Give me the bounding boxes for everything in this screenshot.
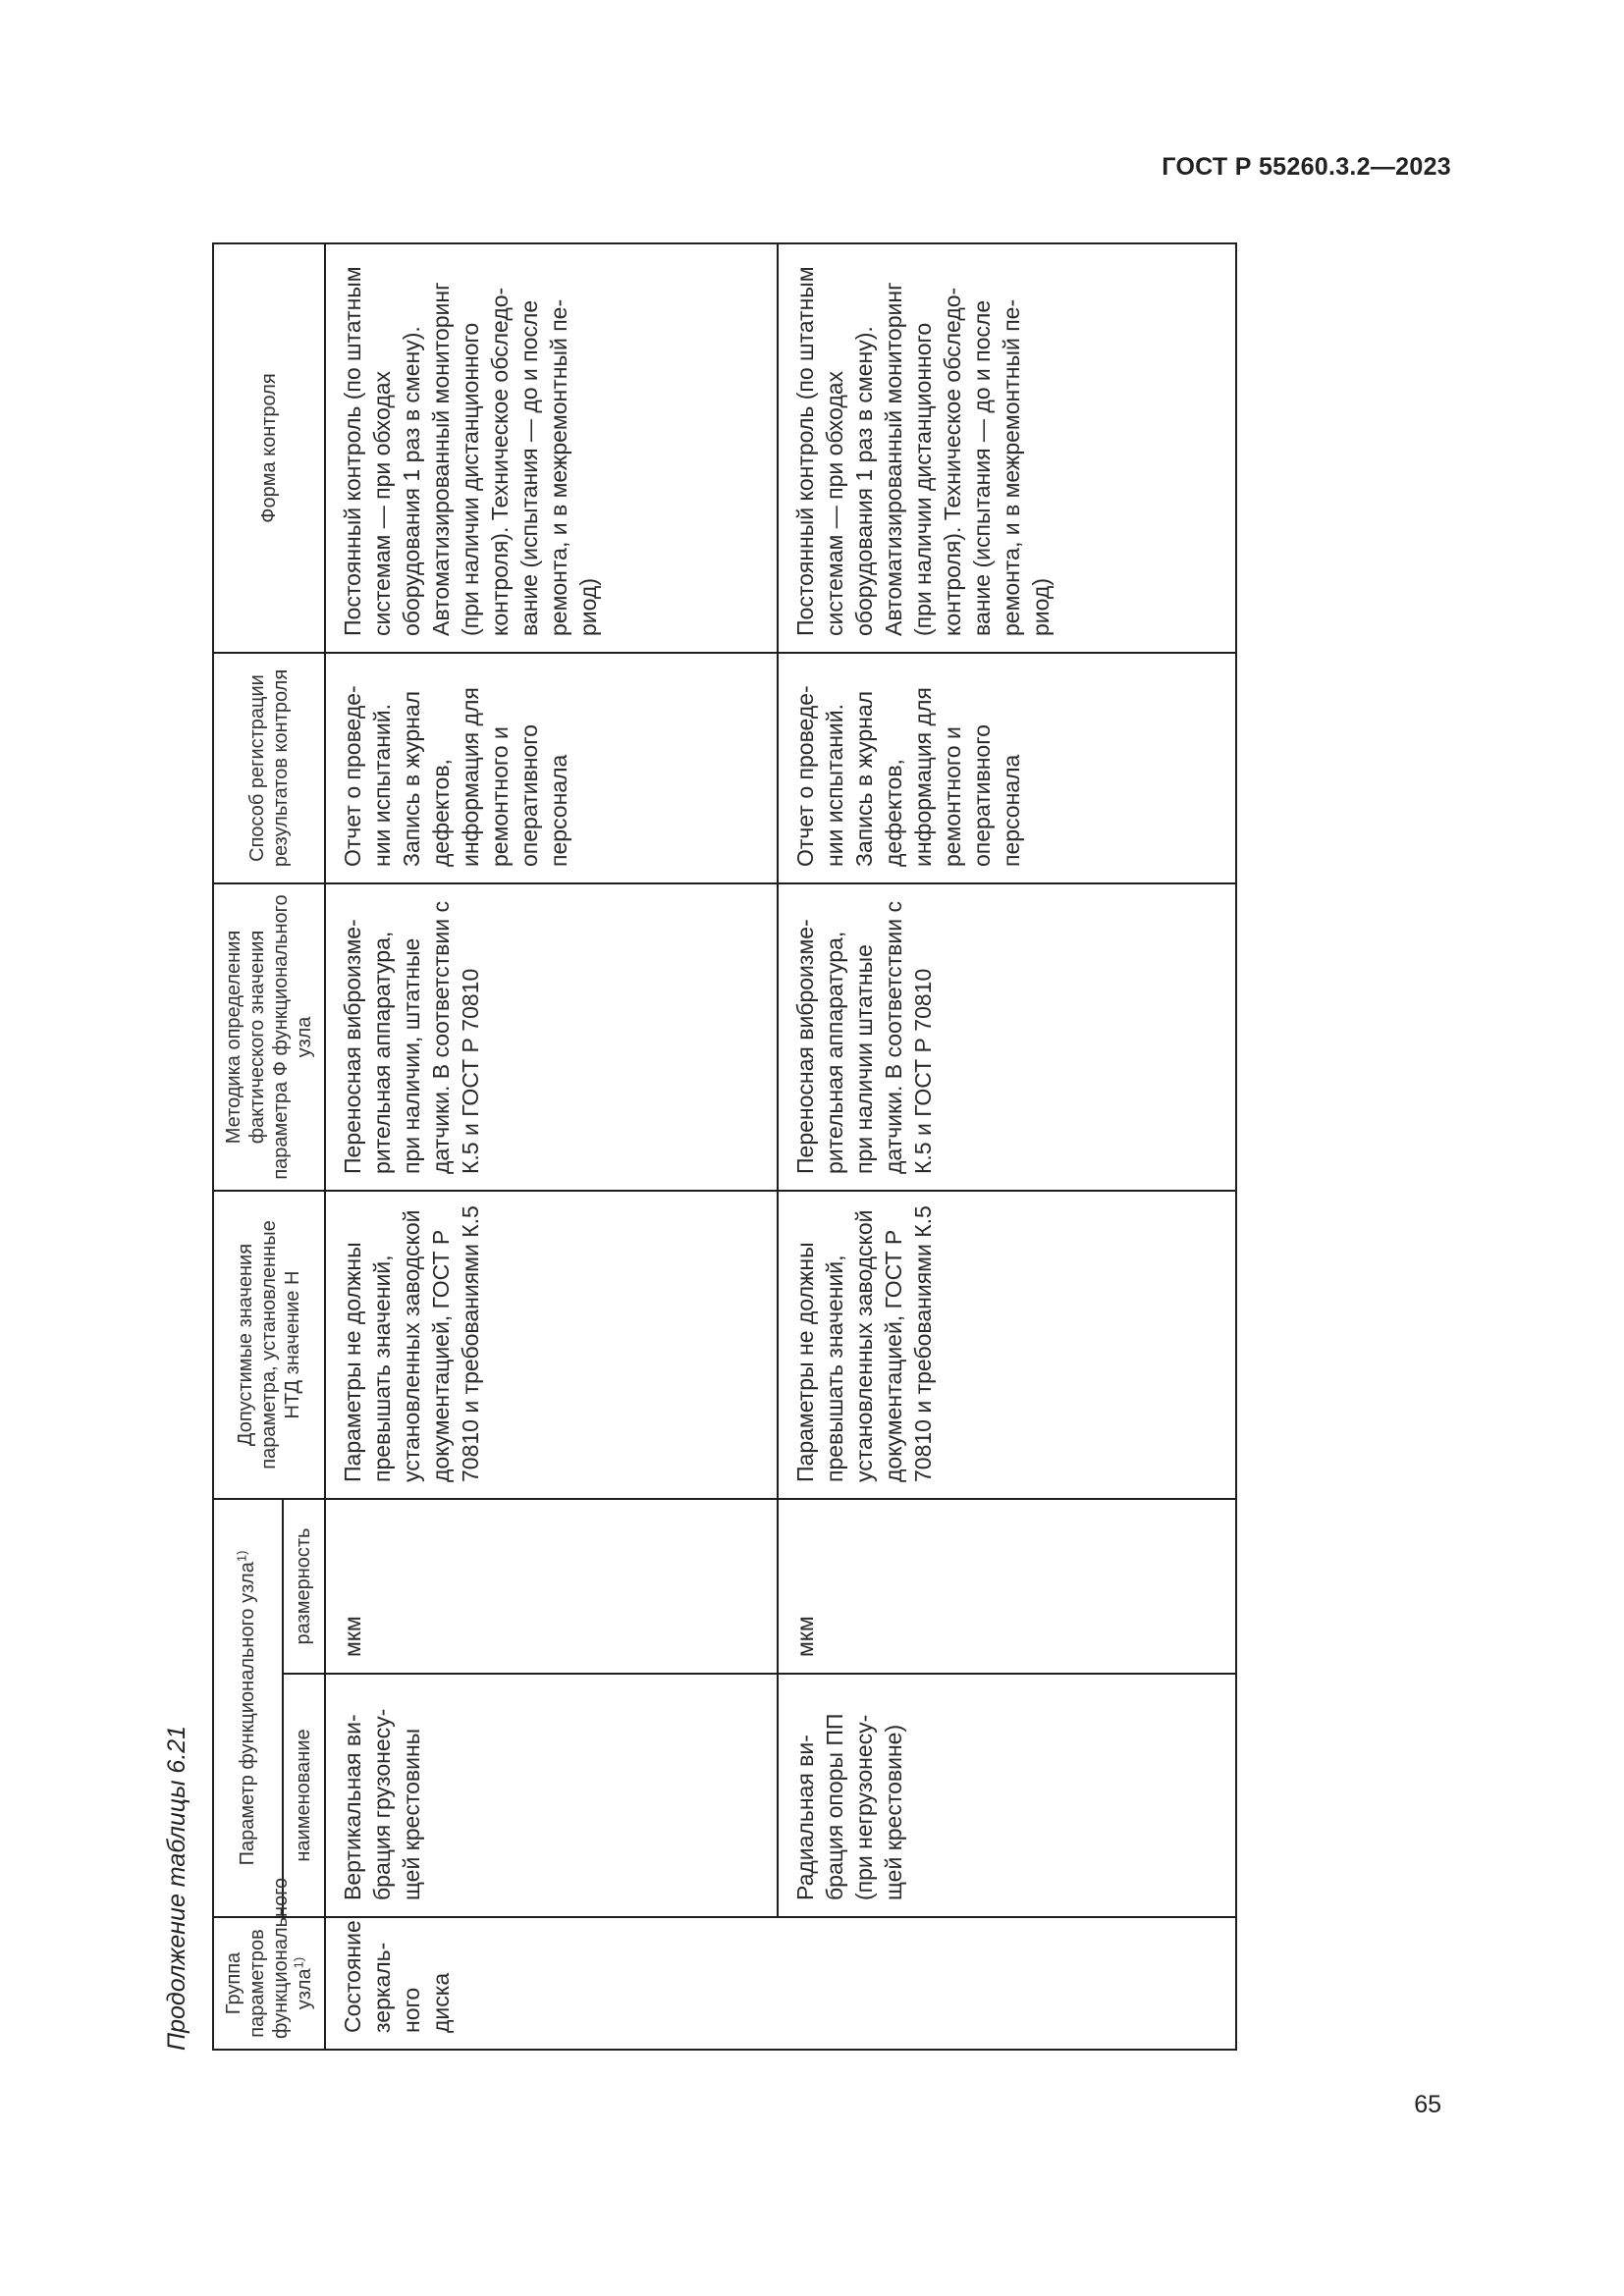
parameters-table xyxy=(212,242,1237,2051)
cell-method: Переносная виброизмерительная аппаратура, при наличии штатные датчики. В соответствии с К.5 и ГОСТ Р 70810 xyxy=(778,883,1236,1191)
header-control-form: Форма контроля xyxy=(213,243,325,653)
cell-group: Состояние зеркального диска xyxy=(325,1917,1236,2050)
header-group: Группа параметров функционального узла$^{1)}$ xyxy=(213,1917,325,2050)
cell-control-form: Постоянный контроль (по штатным системам — при обходах оборудования 1 раз в смену). Автоматизированный мониторинг (при наличии дистанционного контроля). Техническое обследование (испытания — до и после ремонта, и в межремонтный период) xyxy=(778,243,1236,653)
cell-registration: Отчет о проведении испытаний. Запись в журнал дефектов, информация для ремонтного и оперативного персонала xyxy=(778,653,1236,883)
header-method: Методика определения фактического значения параметра Ф функционального узла xyxy=(213,883,325,1191)
cell-method: Переносная виброизмерительная аппаратура, при наличии, штатные датчики. В соответствии с К.5 и ГОСТ Р 70810 xyxy=(325,883,778,1191)
cell-param-unit: мкм xyxy=(325,1499,778,1674)
table-row xyxy=(778,243,1236,2050)
cell-param-unit: мкм xyxy=(778,1499,1236,1674)
header-param-unit: размерность xyxy=(283,1499,325,1674)
page-number: 65 xyxy=(1414,2091,1441,2118)
header-param: Параметр функционального узла$^{1)}$ xyxy=(213,1499,283,1917)
cell-registration: Отчет о проведении испытаний. Запись в журнал дефектов, информация для ремонтного и оперативного персонала xyxy=(325,653,778,883)
header-param-name: наименование xyxy=(283,1674,325,1917)
header-allowed-values: Допустимые значения параметра, установленные НТД значение Н xyxy=(213,1191,325,1499)
table-row xyxy=(325,243,778,2050)
rotated-table-region xyxy=(157,231,1168,2064)
cell-allowed-values: Параметры не должны превышать значений, установленных заводской документацией, ГОСТ Р 70810 и требованиями К.5 xyxy=(325,1191,778,1499)
cell-control-form: Постоянный контроль (по штатным системам — при обходах оборудования 1 раз в смену). Автоматизированный мониторинг (при наличии дистанционного контроля). Техническое обследование (испытания — до и после ремонта, и в межремонтный период) xyxy=(325,243,778,653)
cell-param-name: Радиальная вибрация опоры ПП (при негрузонесущей крестовине) xyxy=(778,1674,1236,1917)
cell-param-name: Вертикальная вибрация грузонесущей крестовины xyxy=(325,1674,778,1917)
cell-allowed-values: Параметры не должны превышать значений, установленных заводской документацией, ГОСТ Р 70810 и требованиями К.5 xyxy=(778,1191,1236,1499)
table-caption: Продолжение таблицы 6.21 xyxy=(163,1725,190,2051)
header-registration: Способ регистрации результатов контроля xyxy=(213,653,325,883)
standard-designation: ГОСТ Р 55260.3.2—2023 xyxy=(1162,153,1451,181)
table-header-row xyxy=(213,243,283,2050)
